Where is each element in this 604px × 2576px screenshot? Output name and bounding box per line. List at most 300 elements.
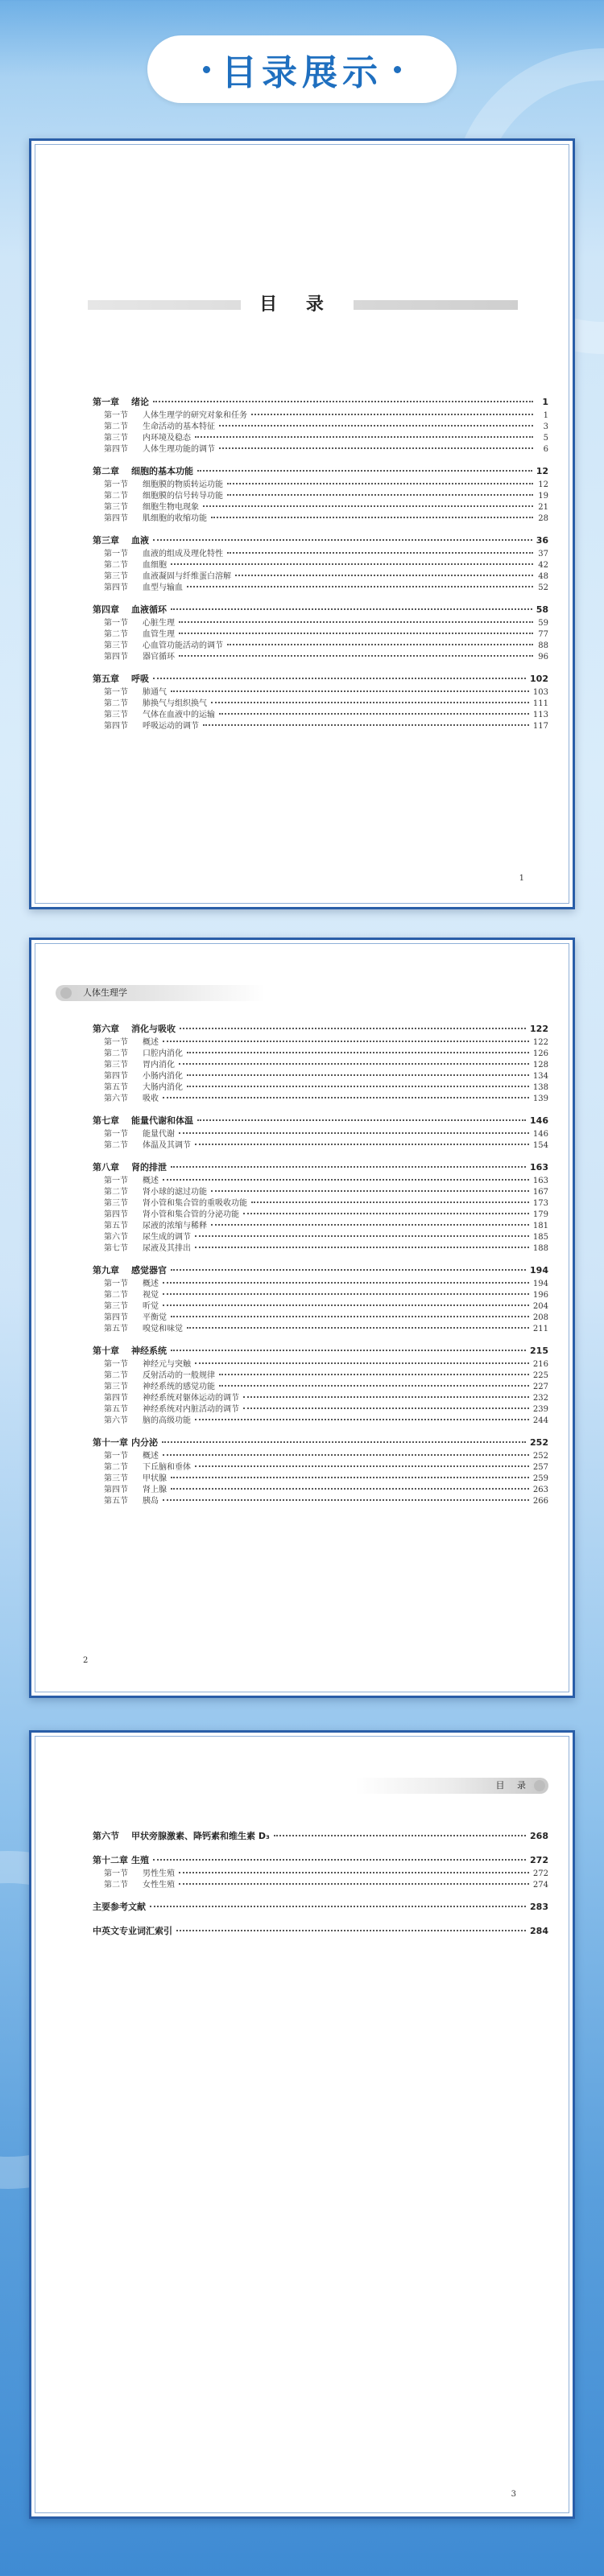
toc-entry-page: 12 [536, 466, 548, 476]
toc-entry-number: 第十章 [93, 1346, 119, 1356]
toc-entry-number: 第五节 [104, 1222, 128, 1230]
toc-chapter-entry [93, 603, 548, 616]
toc-section-entry [93, 1357, 548, 1368]
toc-leader-dots [171, 1488, 529, 1490]
toc-section-entry [93, 431, 548, 442]
toc-entry-page: 138 [532, 1083, 548, 1092]
toc-section-entry [93, 1138, 548, 1149]
toc-section-entry [93, 1482, 548, 1494]
toc-entry-page: 244 [532, 1416, 548, 1425]
toc-entry-page: 12 [538, 480, 548, 489]
toc-entry-page: 1 [542, 397, 548, 407]
toc-entry-title: 中英文专业词汇索引 [93, 1926, 172, 1936]
toc-leader-dots [195, 1419, 529, 1420]
toc-entry-number: 第三节 [104, 1474, 128, 1483]
toc-entry-page: 36 [536, 535, 548, 546]
toc-leader-dots [153, 539, 532, 541]
toc-entry-page: 225 [532, 1371, 548, 1380]
toc-entry-number: 第一节 [104, 550, 128, 558]
toc-chapter-entry [93, 1114, 548, 1127]
toc-entry-page: 139 [532, 1094, 548, 1103]
toc-leader-dots [163, 1282, 529, 1284]
toc-entry-number: 第一节 [104, 1280, 128, 1288]
toc-entry-title: 尿液及其排出 [143, 1244, 191, 1253]
bullet-dot-icon [203, 66, 210, 73]
toc-entry-number: 第二节 [104, 1188, 128, 1197]
toc-entry-page: 134 [532, 1072, 548, 1081]
toc-section-entry [93, 442, 548, 453]
toc-chapter-entry [93, 672, 548, 685]
toc-leader-dots [219, 425, 533, 427]
toc-leader-dots [219, 713, 529, 715]
bullet-dot-icon [394, 66, 401, 73]
toc-entry-title: 肺换气与组织换气 [143, 699, 207, 708]
toc-section-entry [93, 1877, 548, 1889]
toc-entry-page: 259 [532, 1474, 548, 1483]
toc-entry-page: 103 [532, 688, 548, 697]
toc-entry-title: 肾的排泄 [131, 1162, 167, 1173]
toc-leader-dots [179, 621, 533, 623]
toc-section-entry [93, 1035, 548, 1046]
toc-section-entry [93, 649, 548, 661]
toc-entry-title: 尿生成的调节 [143, 1233, 191, 1242]
toc-section-entry [93, 707, 548, 719]
toc-entry-title: 能量代谢和体温 [131, 1115, 193, 1126]
toc-entry-page: 216 [532, 1360, 548, 1369]
toc-entry-title: 胰岛 [143, 1497, 159, 1506]
toc-entry-number: 第一节 [104, 1869, 128, 1878]
toc-leader-dots [219, 447, 533, 449]
toc-leader-dots [195, 1144, 529, 1145]
toc-entry-title: 绪论 [131, 397, 149, 407]
toc-leader-dots [187, 1086, 529, 1087]
toc-leader-dots [179, 1063, 529, 1065]
toc-entry-title: 概述 [143, 1452, 159, 1461]
toc-entry-number: 第四节 [104, 1394, 128, 1403]
toc-entry-title: 女性生殖 [143, 1881, 175, 1890]
toc-entry-title: 呼吸运动的调节 [143, 722, 199, 731]
toc-entry-number: 第二节 [104, 422, 128, 431]
toc-entry-number: 第三节 [104, 1302, 128, 1311]
toc-entry-page: 1 [543, 411, 548, 420]
toc-leader-dots [243, 1213, 529, 1214]
toc-page-1 [29, 138, 575, 909]
toc-entry-title: 概述 [143, 1038, 159, 1047]
toc-entry-title: 口腔内消化 [143, 1049, 183, 1058]
toc-entry-page: 52 [538, 583, 548, 592]
toc-section-entry [93, 638, 548, 649]
toc-leader-dots [197, 1119, 526, 1121]
toc-entry-title: 体温及其调节 [143, 1141, 191, 1150]
toc-section-entry [93, 1185, 548, 1196]
toc-entry-number: 第五节 [104, 1405, 128, 1414]
toc-entry-page: 21 [538, 503, 548, 512]
toc-chapter-entry [93, 1022, 548, 1035]
toc-chapter-entry [93, 395, 548, 408]
toc-entry-title: 甲状旁腺激素、降钙素和维生素 D₃ [131, 1831, 270, 1841]
toc-entry-title: 血细胞 [143, 561, 167, 570]
toc-leader-dots [171, 690, 529, 692]
toc-entry-title: 反射活动的一般规律 [143, 1371, 215, 1380]
toc-entry-title: 细胞膜的物质转运功能 [143, 480, 223, 489]
toc-leader-dots [150, 1906, 526, 1907]
toc-entry-number: 第三节 [104, 1383, 128, 1391]
toc-leader-dots [153, 401, 533, 402]
toc-chapter-entry [93, 1900, 548, 1913]
toc-section-entry [93, 696, 548, 707]
toc-entry-number: 第四节 [104, 514, 128, 523]
toc-leader-dots [227, 483, 533, 484]
toc-entry-title: 平衡觉 [143, 1313, 167, 1322]
toc-entry-title: 肺通气 [143, 688, 167, 697]
toc-leader-dots [179, 633, 533, 634]
toc-section-entry [93, 685, 548, 696]
toc-chapter-entry [93, 1263, 548, 1276]
toc-leader-dots [227, 552, 533, 554]
toc-entry-page: 188 [532, 1244, 548, 1253]
toc-entry-page: 252 [532, 1452, 548, 1461]
toc-section-entry [93, 558, 548, 569]
toc-entry-page: 208 [532, 1313, 548, 1322]
toc-entry-number: 第二节 [104, 1291, 128, 1300]
toc-entry-page: 122 [532, 1038, 548, 1047]
toc-leader-dots [153, 1859, 526, 1861]
toc-leader-dots [179, 1132, 529, 1134]
toc-entry-title: 肾小管和集合管的重吸收功能 [143, 1199, 247, 1208]
toc-leader-dots [235, 575, 533, 576]
toc-entry-page: 3 [543, 422, 548, 431]
toc-entry-page: 266 [532, 1497, 548, 1506]
toc-entry-number: 第五节 [104, 1083, 128, 1092]
toc-chapter-entry [93, 1924, 548, 1937]
toc-entry-number: 第三节 [104, 1061, 128, 1070]
toc-section-entry [93, 488, 548, 500]
toc-entry-page: 146 [532, 1130, 548, 1139]
toc-entry-page: 48 [538, 572, 548, 581]
toc-leader-dots [227, 644, 533, 645]
toc-entry-title: 肾小球的滤过功能 [143, 1188, 207, 1197]
toc-leader-dots [180, 1028, 526, 1029]
toc-section-entry [93, 1494, 548, 1505]
toc-entry-title: 大肠内消化 [143, 1083, 183, 1092]
toc-entry-page: 211 [532, 1325, 548, 1333]
toc-entry-title: 甲状腺 [143, 1474, 167, 1483]
toc-entry-page: 126 [532, 1049, 548, 1058]
toc-entry-page: 263 [532, 1486, 548, 1494]
toc-entry-title: 细胞生物电现象 [143, 503, 199, 512]
toc-chapter-entry [93, 1436, 548, 1449]
toc-entry-number: 第四章 [93, 604, 119, 615]
toc-leader-dots [163, 1499, 529, 1501]
toc-entry-page: 88 [538, 641, 548, 650]
toc-section-entry [93, 1091, 548, 1103]
toc-page-3 [29, 1730, 575, 2519]
toc-entry-page: 6 [543, 445, 548, 454]
toc-leader-dots [243, 1396, 529, 1398]
banner-title-text: 目录展示 [221, 52, 383, 93]
toc-section-entry [93, 1391, 548, 1402]
toc-section-entry [93, 1413, 548, 1424]
toc-chapter-entry [93, 534, 548, 546]
toc-entry-page: 96 [538, 653, 548, 662]
toc-entry-number: 第三节 [104, 434, 128, 443]
toc-entry-page: 173 [532, 1199, 548, 1208]
toc-entry-number: 第二节 [104, 1371, 128, 1380]
toc-entry-number: 第十一章 [93, 1437, 128, 1448]
toc-entry-number: 第五节 [104, 1497, 128, 1506]
toc-leader-dots [187, 586, 533, 587]
toc-entry-title: 小肠内消化 [143, 1072, 183, 1081]
toc-entry-page: 122 [530, 1024, 548, 1034]
toc-entry-title: 下丘脑和垂体 [143, 1463, 191, 1472]
toc-section-entry [93, 511, 548, 522]
toc-entry-title: 心脏生理 [143, 619, 175, 628]
toc-entry-number: 第一节 [104, 1452, 128, 1461]
toc-leader-dots [197, 470, 532, 472]
toc-section-entry [93, 1471, 548, 1482]
toc-leader-dots [163, 1454, 529, 1456]
toc-entry-page: 42 [538, 561, 548, 570]
toc-entry-title: 吸收 [143, 1094, 159, 1103]
toc-entry-number: 第四节 [104, 653, 128, 662]
toc-entry-page: 272 [532, 1869, 548, 1878]
toc-entry-number: 第一节 [104, 619, 128, 628]
toc-entry-page: 252 [530, 1437, 548, 1448]
toc-leader-dots [171, 563, 533, 565]
toc-leader-dots [171, 1166, 526, 1168]
toc-section-entry [93, 1218, 548, 1230]
toc-entry-page: 268 [530, 1831, 548, 1841]
toc-entry-number: 第一节 [104, 1130, 128, 1139]
toc-entry-page: 117 [532, 722, 548, 731]
toc-entry-page: 128 [532, 1061, 548, 1070]
toc-chapter-entry [93, 1160, 548, 1173]
toc-leader-dots [203, 724, 529, 726]
toc-entry-number: 第二节 [104, 630, 128, 639]
toc-leader-dots [195, 1247, 529, 1248]
toc-entry-title: 气体在血液中的运输 [143, 711, 215, 719]
toc-entry-title: 嗅觉和味觉 [143, 1325, 183, 1333]
toc-entry-title: 生命活动的基本特征 [143, 422, 215, 431]
toc-section-entry [93, 1173, 548, 1185]
toc-leader-dots [203, 505, 533, 507]
toc-section-entry [93, 1127, 548, 1138]
toc-entry-title: 生殖 [131, 1855, 149, 1865]
toc-entry-number: 第一节 [104, 1177, 128, 1185]
toc-entry-page: 204 [532, 1302, 548, 1311]
toc-entry-number: 第一章 [93, 397, 119, 407]
toc-entry-number: 第四节 [104, 445, 128, 454]
toc-entry-number: 第四节 [104, 583, 128, 592]
toc-leader-dots [251, 1201, 529, 1203]
toc-chapter-entry [93, 1853, 548, 1866]
page-number: 2 [83, 1656, 89, 1665]
toc-leader-dots [179, 1872, 529, 1873]
toc-entry-page: 167 [532, 1188, 548, 1197]
toc-list [93, 1011, 548, 1505]
toc-entry-number: 第七节 [104, 1244, 128, 1253]
toc-entry-number: 第八章 [93, 1162, 119, 1173]
toc-entry-number: 第九章 [93, 1265, 119, 1276]
toc-entry-title: 能量代谢 [143, 1130, 175, 1139]
toc-leader-dots [227, 494, 533, 496]
toc-entry-title: 细胞的基本功能 [131, 466, 193, 476]
toc-chapter-entry [93, 464, 548, 477]
toc-entry-title: 胃内消化 [143, 1061, 175, 1070]
toc-section-entry [93, 1310, 548, 1321]
toc-entry-page: 181 [532, 1222, 548, 1230]
toc-entry-page: 146 [530, 1115, 548, 1126]
toc-leader-dots [162, 1441, 526, 1443]
toc-entry-number: 第一节 [104, 1360, 128, 1369]
toc-entry-page: 163 [532, 1177, 548, 1185]
toc-entry-number: 第二节 [104, 1141, 128, 1150]
toc-entry-number: 第一节 [104, 411, 128, 420]
toc-entry-title: 听觉 [143, 1302, 159, 1311]
toc-entry-page: 163 [530, 1162, 548, 1173]
toc-entry-page: 239 [532, 1405, 548, 1414]
toc-entry-number: 第三节 [104, 641, 128, 650]
toc-entry-title: 神经系统的感觉功能 [143, 1383, 215, 1391]
toc-entry-number: 第二节 [104, 561, 128, 570]
toc-entry-page: 102 [530, 674, 548, 684]
toc-entry-title: 视觉 [143, 1291, 159, 1300]
toc-section-entry [93, 1321, 548, 1333]
toc-entry-title: 心血管功能活动的调节 [143, 641, 223, 650]
running-head: 目 录 [355, 1778, 548, 1794]
toc-entry-title: 血液 [131, 535, 149, 546]
toc-leader-dots [251, 414, 533, 415]
toc-entry-title: 脑的高级功能 [143, 1416, 191, 1425]
toc-entry-number: 第五节 [104, 1325, 128, 1333]
toc-leader-dots [163, 1179, 529, 1181]
toc-leader-dots [187, 1052, 529, 1053]
toc-leader-dots [163, 1304, 529, 1306]
toc-entry-title: 细胞膜的信号转导功能 [143, 492, 223, 501]
toc-entry-number: 第三节 [104, 711, 128, 719]
toc-entry-title: 男性生殖 [143, 1869, 175, 1878]
toc-section-entry [93, 1288, 548, 1299]
toc-entry-title: 器官循环 [143, 653, 175, 662]
toc-section-entry [93, 546, 548, 558]
toc-section-entry [93, 1230, 548, 1241]
toc-entry-title: 肾上腺 [143, 1486, 167, 1494]
toc-entry-page: 37 [538, 550, 548, 558]
toc-section-entry [93, 616, 548, 627]
toc-entry-number: 第七章 [93, 1115, 119, 1126]
toc-section-entry [93, 1069, 548, 1080]
toc-leader-dots [211, 1224, 529, 1226]
toc-entry-page: 196 [532, 1291, 548, 1300]
toc-entry-title: 主要参考文献 [93, 1902, 146, 1912]
toc-section-entry [93, 580, 548, 591]
toc-section-entry [93, 419, 548, 431]
toc-leader-dots [219, 1374, 529, 1375]
toc-entry-title: 肌细胞的收缩功能 [143, 514, 207, 523]
toc-section-entry [93, 719, 548, 730]
toc-entry-page: 28 [538, 514, 548, 523]
toc-entry-title: 血液循环 [131, 604, 167, 615]
toc-leader-dots [195, 1235, 529, 1237]
toc-entry-title: 概述 [143, 1177, 159, 1185]
toc-entry-title: 人体生理学的研究对象和任务 [143, 411, 247, 420]
toc-entry-page: 227 [532, 1383, 548, 1391]
toc-entry-title: 神经系统 [131, 1346, 167, 1356]
toc-entry-number: 第五章 [93, 674, 119, 684]
toc-entry-number: 第二章 [93, 466, 119, 476]
toc-section-entry [93, 1196, 548, 1207]
toc-entry-number: 第四节 [104, 1313, 128, 1322]
toc-entry-title: 神经系统对内脏活动的调节 [143, 1405, 239, 1414]
toc-entry-title: 血管生理 [143, 630, 175, 639]
toc-entry-title: 内环境及稳态 [143, 434, 191, 443]
toc-entry-title: 神经元与突触 [143, 1360, 191, 1369]
toc-page-2 [29, 938, 575, 1698]
toc-entry-title: 血液的组成及理化特性 [143, 550, 223, 558]
toc-entry-number: 第二节 [104, 492, 128, 501]
page-number: 3 [511, 2490, 516, 2499]
toc-entry-title: 血液凝固与纤维蛋白溶解 [143, 572, 231, 581]
toc-chapter-entry [93, 1344, 548, 1357]
toc-section-entry [93, 1080, 548, 1091]
toc-list [93, 384, 548, 730]
toc-leader-dots [171, 608, 532, 610]
toc-leader-dots [163, 1041, 529, 1042]
toc-section-entry [93, 477, 548, 488]
toc-chapter-entry [93, 1829, 548, 1842]
toc-entry-title: 呼吸 [131, 674, 149, 684]
toc-section-entry [93, 1276, 548, 1288]
toc-leader-dots [195, 1465, 529, 1467]
toc-section-entry [93, 627, 548, 638]
toc-entry-number: 第二节 [104, 699, 128, 708]
toc-leader-dots [195, 436, 533, 438]
toc-section-entry [93, 1866, 548, 1877]
toc-leader-dots [171, 1350, 526, 1351]
toc-entry-title: 概述 [143, 1280, 159, 1288]
toc-section-entry [93, 1207, 548, 1218]
toc-section-entry [93, 569, 548, 580]
toc-section-entry [93, 1449, 548, 1460]
toc-entry-page: 274 [532, 1881, 548, 1890]
toc-leader-dots [171, 1269, 526, 1271]
toc-entry-page: 194 [530, 1265, 548, 1276]
toc-entry-number: 第四节 [104, 1486, 128, 1494]
toc-leader-dots [187, 1074, 529, 1076]
toc-leader-dots [211, 702, 529, 703]
toc-entry-page: 194 [532, 1280, 548, 1288]
toc-entry-number: 第二节 [104, 1049, 128, 1058]
toc-entry-number: 第六节 [104, 1094, 128, 1103]
toc-entry-number: 第六章 [93, 1024, 119, 1034]
toc-entry-title: 血型与输血 [143, 583, 183, 592]
toc-entry-page: 113 [532, 711, 548, 719]
toc-entry-number: 第三节 [104, 572, 128, 581]
toc-entry-page: 5 [543, 434, 548, 443]
toc-section-entry [93, 1057, 548, 1069]
toc-entry-number: 第一节 [104, 480, 128, 489]
toc-entry-page: 77 [538, 630, 548, 639]
toc-section-entry [93, 1379, 548, 1391]
toc-leader-dots [163, 1293, 529, 1295]
toc-entry-number: 第四节 [104, 1210, 128, 1219]
toc-entry-number: 第一节 [104, 1038, 128, 1047]
toc-entry-page: 154 [532, 1141, 548, 1150]
page-number: 1 [519, 874, 524, 883]
toc-leader-dots [163, 1097, 529, 1098]
toc-entry-number: 第六节 [104, 1233, 128, 1242]
toc-entry-title: 消化与吸收 [131, 1024, 176, 1034]
